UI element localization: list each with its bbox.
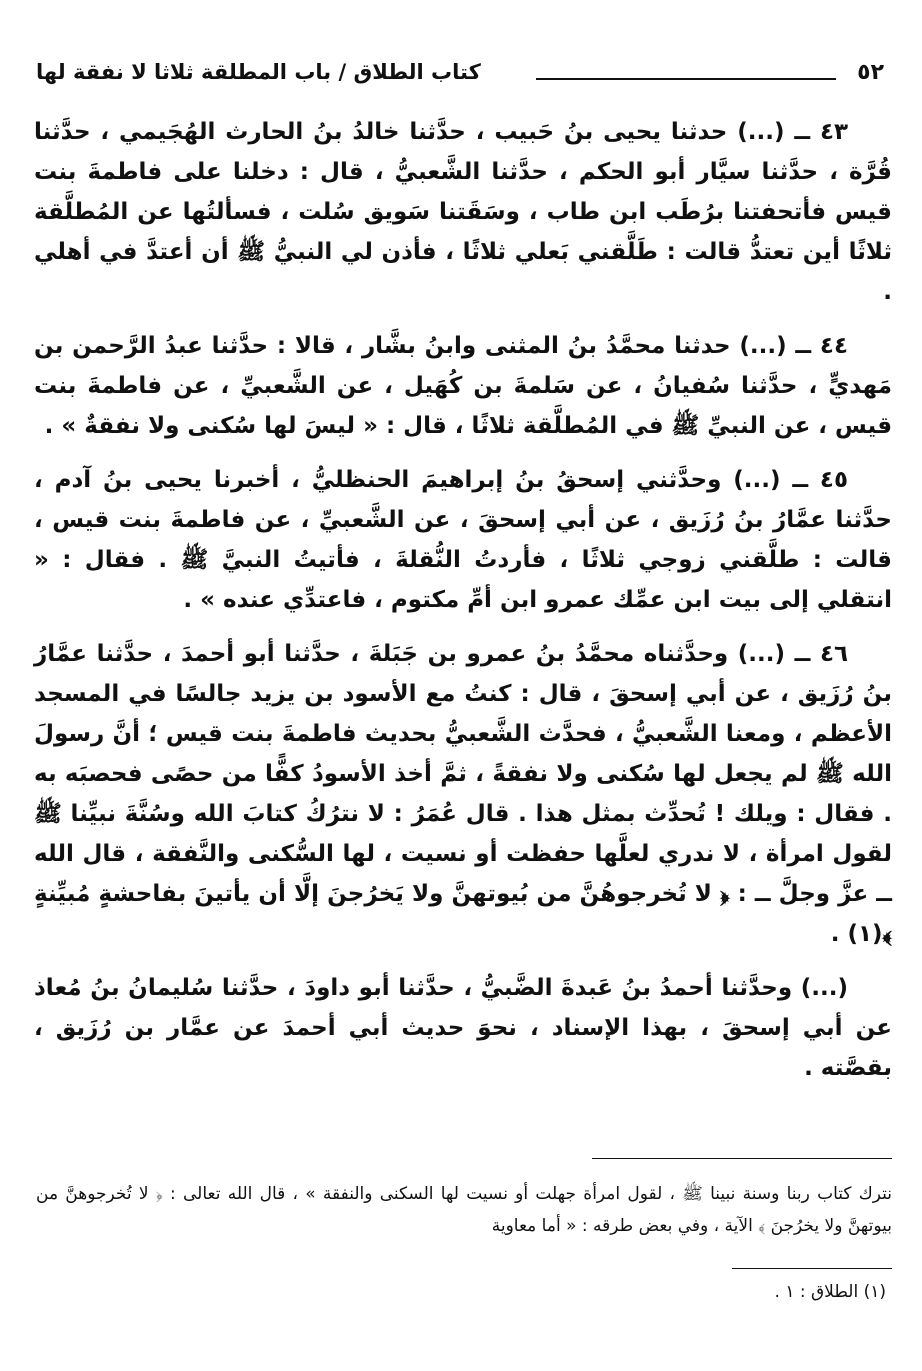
hadith-text: (...) حدثنا محمَّدُ بنُ المثنى وابنُ بشَّار ، قالا : حدَّثنا عبدُ الرَّحمن بن مَهديٍّ ، حدَّثنا سُفيانُ ، عن سَلمةَ بن كُهَيل ، عن الشَّعبيِّ ، عن فاطمةَ بنت قيس ، عن النبيِّ ﷺ في المُطلَّقة ثلاثًا ، قال : « ليسَ لها سُكنى ولا نفقةٌ » .: [34, 333, 892, 439]
running-title: كتاب الطلاق / باب المطلقة ثلاثا لا نفقة لها: [36, 60, 481, 84]
hadith-number: ٤٦ ــ: [794, 641, 849, 667]
footnote-commentary: نترك كتاب ربنا وسنة نبينا ﷺ ، لقول امرأة جهلت أو نسيت لها السكنى والنفقة » ، قال الله تعالى : ﴿ لا تُخرجوهنَّ من بيوتهنَّ ولا يخرُجنَ ﴾ الآية ، وفي بعض طرقه : « أما معاوية: [36, 1184, 892, 1236]
footnote-reference: (١) الطلاق : ١ .: [774, 1282, 886, 1302]
hadith-text: (...) وحدَّثني إسحقُ بنُ إبراهيمَ الحنظليُّ ، أخبرنا يحيى بنُ آدم ، حدَّثنا عمَّارُ بنُ رُزَيق ، عن أبي إسحقَ ، عن الشَّعبيِّ ، عن فاطمةَ بنت قيس ، قالت : طلَّقني زوجي ثلاثًا ، فأردتُ النُّقلةَ ، فأتيتُ النبيَّ ﷺ . فقال : « انتقلي إلى بيت ابن عمِّك عمرو ابن أمِّ مكتوم ، فاعتدِّي عنده » .: [34, 467, 892, 613]
hadith-46: [34, 634, 892, 954]
hadith-45: [34, 460, 892, 620]
footnote-reference-rule: [732, 1268, 892, 1269]
hadith-text: (...) وحدَّثنا أحمدُ بنُ عَبدةَ الضَّبيُّ ، حدَّثنا أبو داودَ ، حدَّثنا سُليمانُ بنُ مُعاذ عن أبي إسحقَ ، بهذا الإسناد ، نحوَ حديث أبي أحمدَ عن عمَّار بن رُزَيق ، بقصَّته .: [34, 975, 892, 1081]
hadith-44: [34, 326, 892, 446]
hadith-46-variant: [34, 968, 892, 1088]
footnote-rule: [592, 1158, 892, 1159]
hadith-number: ٤٥ ــ: [792, 467, 848, 493]
page-header: [30, 56, 892, 96]
hadith-number: ٤٣ ــ: [794, 119, 849, 145]
hadith-text: (...) وحدَّثناه محمَّدُ بنُ عمرو بن جَبَلةَ ، حدَّثنا أبو أحمدَ ، حدَّثنا عمَّارُ بنُ رُزَيق ، عن أبي إسحقَ ، قال : كنتُ مع الأسود بن يزيد جالسًا في المسجد الأعظم ، ومعنا الشَّعبيُّ ، فحدَّث الشَّعبيُّ بحديث فاطمةَ بنت قيس ؛ أنَّ رسولَ الله ﷺ لم يجعل لها سُكنى ولا نفقةً ، ثمَّ أخذ الأسودُ كفًّا من حصًى فحصبَه به . فقال : ويلك ! تُحدِّث بمثل هذا . قال عُمَرُ : لا نترُكُ كتابَ الله وسُنَّةَ نبيِّنا ﷺ لقول امرأة ، لا ندري لعلَّها حفظت أو نسيت ، لها السُّكنى والنَّفقة ، قال الله ــ عزَّ وجلَّ ــ : ﴿ لا تُخرجوهُنَّ من بُيوتهنَّ ولا يَخرُجنَ إلَّا أن يأتينَ بفاحشةٍ مُبيِّنةٍ ﴾(١) .: [34, 641, 892, 947]
main-text: [34, 112, 892, 1102]
header-rule: [536, 78, 836, 80]
page-number: ٥٢: [857, 60, 884, 85]
hadith-text: (...) حدثنا يحيى بنُ حَبيب ، حدَّثنا خالدُ بنُ الحارث الهُجَيمي ، حدَّثنا قُرَّة ، حدَّثنا سيَّار أبو الحكم ، حدَّثنا الشَّعبيُّ ، قال : دخلنا على فاطمةَ بنت قيس فأتحفتنا برُطَب ابن طاب ، وسَقَتنا سَويق سُلت ، فسألتُها عن المُطلَّقة ثلاثًا أين تعتدُّ قالت : طَلَّقني بَعلي ثلاثًا ، فأذن لي النبيُّ ﷺ أن أعتدَّ في أهلي .: [34, 119, 892, 305]
hadith-number: ٤٤ ــ: [795, 333, 848, 359]
hadith-43: [34, 112, 892, 312]
